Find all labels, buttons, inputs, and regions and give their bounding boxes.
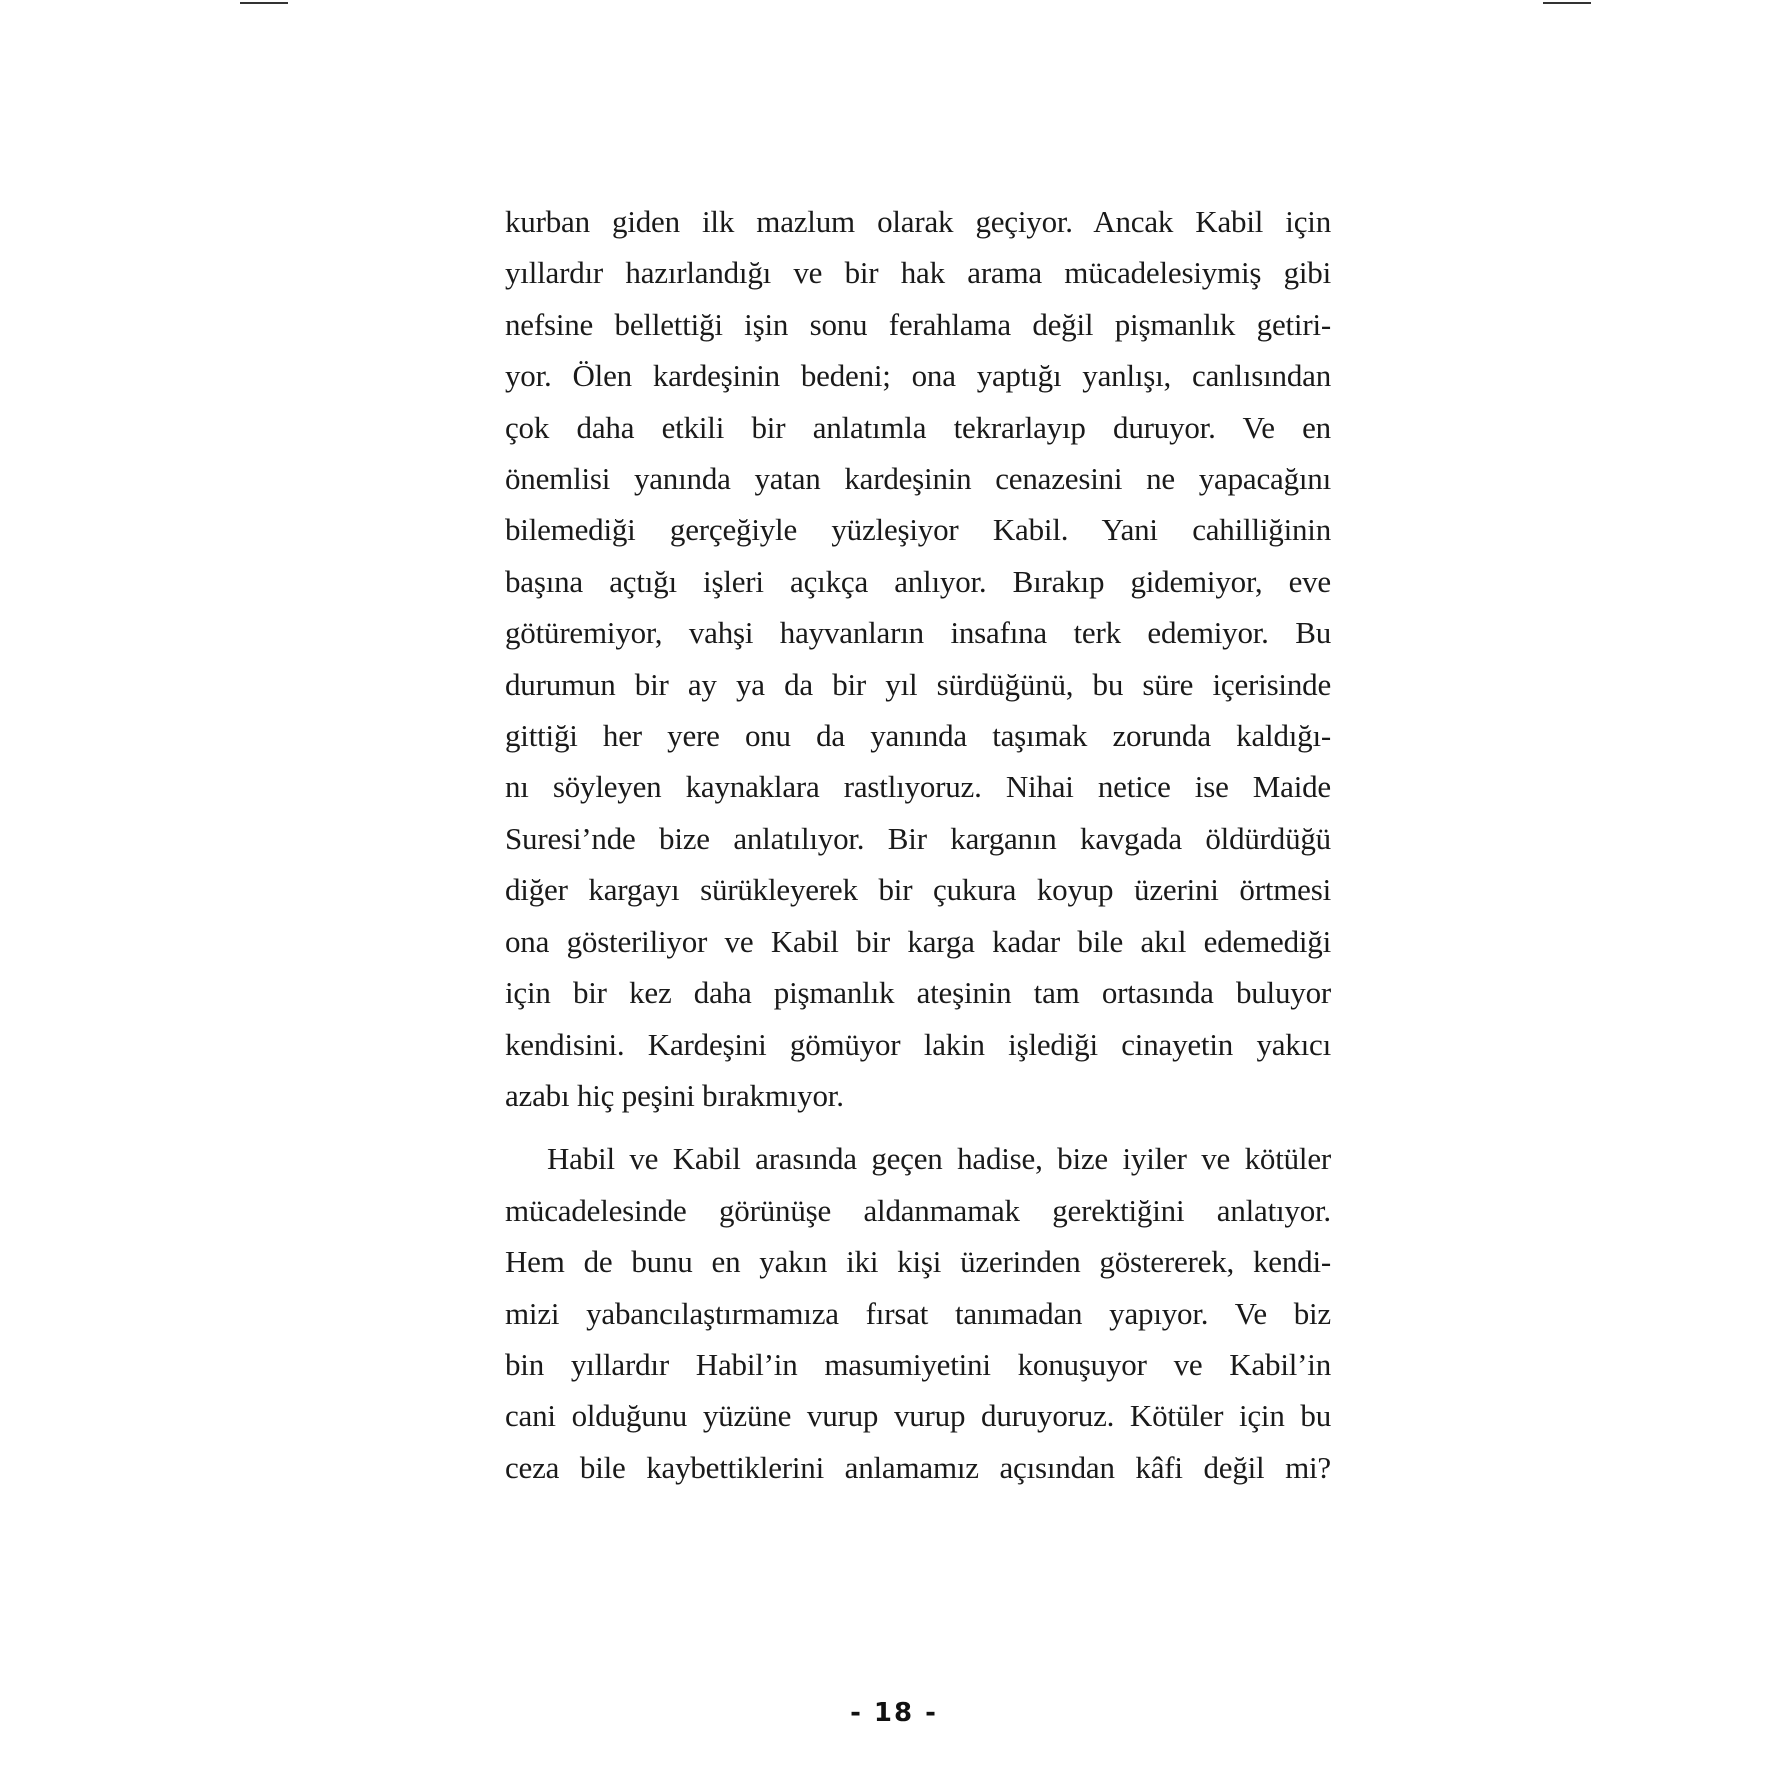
text-line: durumun bir ay ya da bir yıl sürdüğünü, bu süre içerisinde: [505, 666, 1331, 702]
text-line: mücadelesinde görünüşe aldanmamak gerektiğini anlatıyor.: [505, 1192, 1331, 1228]
text-line: başına açtığı işleri açıkça anlıyor. Bırakıp gidemiyor, eve: [505, 563, 1331, 599]
text-line: Habil ve Kabil arasında geçen hadise, bize iyiler ve kötüler: [547, 1141, 1331, 1177]
text-line: nefsine bellettiği işin sonu ferahlama değil pişmanlık getiri-: [505, 306, 1331, 342]
text-line: yıllardır hazırlandığı ve bir hak arama mücadelesiymiş gibi: [505, 255, 1331, 291]
crop-mark-right: [1543, 2, 1591, 4]
text-line: gittiği her yere onu da yanında taşımak zorunda kaldığı-: [505, 718, 1331, 754]
text-line: Suresi’nde bize anlatılıyor. Bir karganın kavgada öldürdüğü: [505, 820, 1331, 856]
text-line: nı söyleyen kaynaklara rastlıyoruz. Nihai netice ise Maide: [505, 769, 1331, 805]
text-line: çok daha etkili bir anlatımla tekrarlayıp duruyor. Ve en: [505, 409, 1331, 445]
text-line: kurban giden ilk mazlum olarak geçiyor. Ancak Kabil için: [505, 204, 1331, 239]
page-number: - 18 -: [850, 1698, 938, 1728]
text-line: bilemediği gerçeğiyle yüzleşiyor Kabil. Yani cahilliğinin: [505, 512, 1331, 548]
paragraph-2: [505, 1133, 1331, 1493]
text-line: ona gösteriliyor ve Kabil bir karga kadar bile akıl edemediği: [505, 923, 1331, 959]
text-line: azabı hiç peşini bırakmıyor.: [505, 1077, 844, 1113]
text-line: yor. Ölen kardeşinin bedeni; ona yaptığı yanlışı, canlısından: [505, 358, 1331, 394]
paragraph-1: [505, 196, 1331, 1121]
text-line: mizi yabancılaştırmamıza fırsat tanımadan yapıyor. Ve biz: [505, 1295, 1331, 1331]
text-line: cani olduğunu yüzüne vurup vurup duruyoruz. Kötüler için bu: [505, 1398, 1331, 1434]
text-line: götüremiyor, vahşi hayvanların insafına terk edemiyor. Bu: [505, 615, 1331, 651]
text-line: önemlisi yanında yatan kardeşinin cenazesini ne yapacağını: [505, 461, 1331, 497]
text-line: bin yıllardır Habil’in masumiyetini konuşuyor ve Kabil’in: [505, 1346, 1331, 1382]
text-line: için bir kez daha pişmanlık ateşinin tam ortasında buluyor: [505, 975, 1331, 1011]
text-line: diğer kargayı sürükleyerek bir çukura koyup üzerini örtmesi: [505, 872, 1331, 908]
body-text: [505, 196, 1331, 1493]
text-line: kendisini. Kardeşini gömüyor lakin işlediği cinayetin yakıcı: [505, 1026, 1331, 1062]
text-line: Hem de bunu en yakın iki kişi üzerinden göstererek, kendi-: [505, 1244, 1331, 1280]
crop-mark-left: [240, 2, 288, 4]
text-line: ceza bile kaybettiklerini anlamamız açısından kâfi değil mi?: [505, 1449, 1331, 1485]
